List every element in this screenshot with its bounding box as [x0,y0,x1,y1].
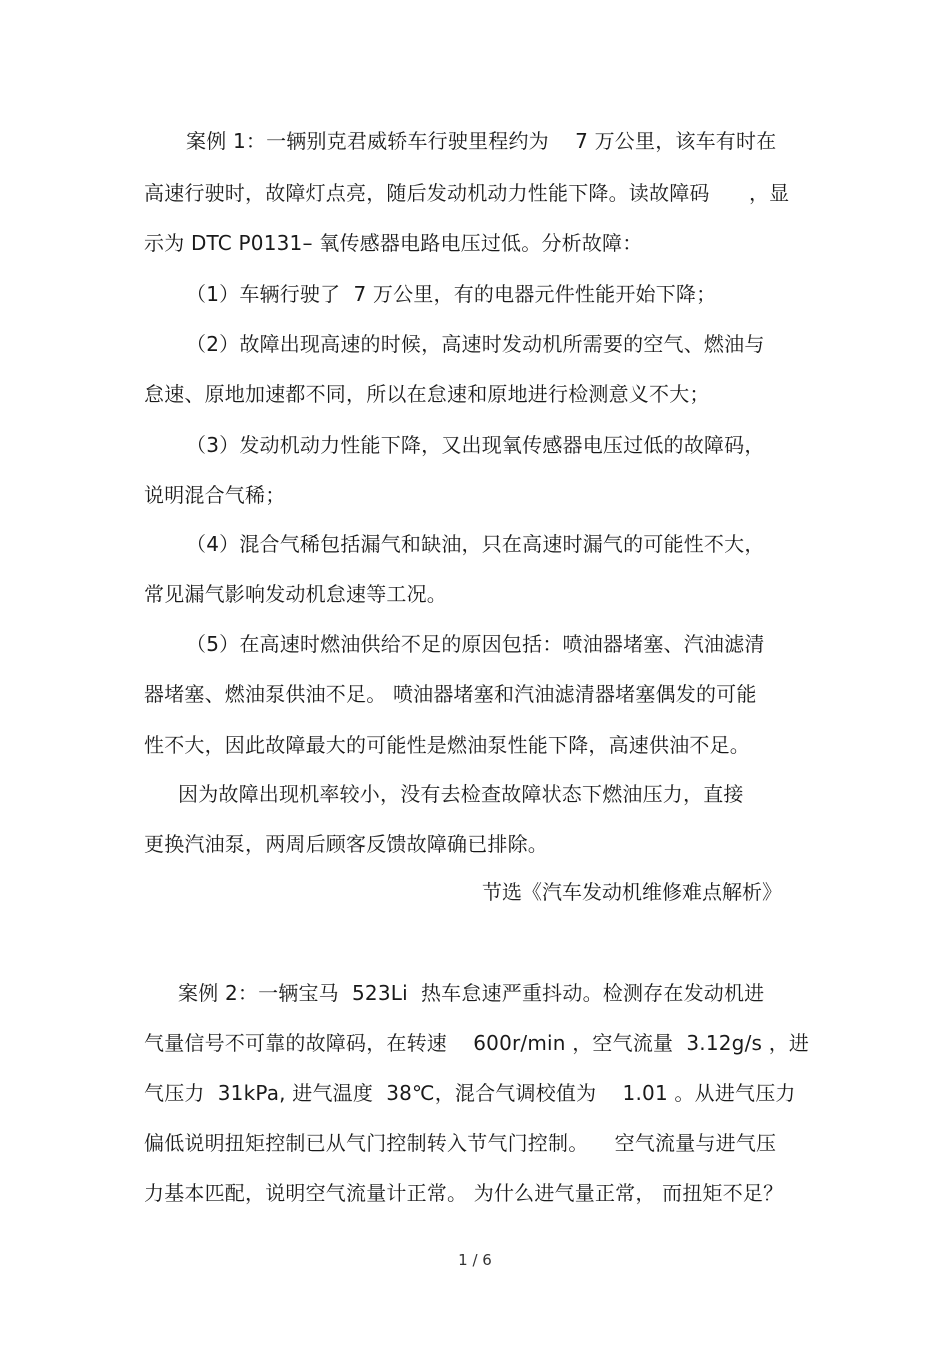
case1-item-1: （1）车辆行驶了 7 万公里，有的电器元件性能开始下降； [186,282,717,306]
case1-line-1: 案例 1：一辆别克君威轿车行驶里程约为 7 万公里，该车有时在 [186,129,777,153]
case2-line-5: 力基本匹配，说明空气流量计正常。 为什么进气量正常， 而扭矩不足？ [144,1181,784,1205]
case2-line-1: 案例 2：一辆宝马 523Li 热车怠速严重抖动。检测存在发动机进 [178,981,765,1005]
page-indicator: 1 / 6 [458,1251,492,1269]
case1-item-2-cont: 怠速、原地加速都不同，所以在怠速和原地进行检测意义不大； [144,382,710,406]
case1-conclusion: 因为故障出现机率较小，没有去检查故障状态下燃油压力，直接 [178,782,744,806]
case1-item-3-cont: 说明混合气稀； [144,483,286,507]
case1-line-2: 高速行驶时，故障灯点亮，随后发动机动力性能下降。读故障码 ，显 [144,181,790,205]
case1-line-3: 示为 DTC P0131– 氧传感器电路电压过低。分析故障： [144,231,643,255]
case1-conclusion-cont: 更换汽油泵，两周后顾客反馈故障确已排除。 [144,832,548,856]
case1-source-citation: 节选《汽车发动机维修难点解析》 [482,880,782,904]
case1-item-3: （3）发动机动力性能下降，又出现氧传感器电压过低的故障码， [186,433,765,457]
case1-item-4-cont: 常见漏气影响发动机怠速等工况。 [144,582,447,606]
case1-item-4: （4）混合气稀包括漏气和缺油，只在高速时漏气的可能性不大， [186,532,765,556]
case1-item-5-cont-1: 器堵塞、燃油泵供油不足。 喷油器堵塞和汽油滤清器堵塞偶发的可能 [144,682,757,706]
case2-line-2: 气量信号不可靠的故障码，在转速 600r/min ，空气流量 3.12g/s ，进 [144,1031,810,1055]
case2-line-3: 气压力 31kPa, 进气温度 38℃，混合气调校值为 1.01 。从进气压力 [144,1081,796,1105]
case1-item-5: （5）在高速时燃油供给不足的原因包括：喷油器堵塞、汽油滤清 [186,632,765,656]
case2-line-4: 偏低说明扭矩控制已从气门控制转入节气门控制。 空气流量与进气压 [144,1131,777,1155]
case1-item-5-cont-2: 性不大，因此故障最大的可能性是燃油泵性能下降，高速供油不足。 [144,733,750,757]
case1-item-2: （2）故障出现高速的时候，高速时发动机所需要的空气、燃油与 [186,332,765,356]
